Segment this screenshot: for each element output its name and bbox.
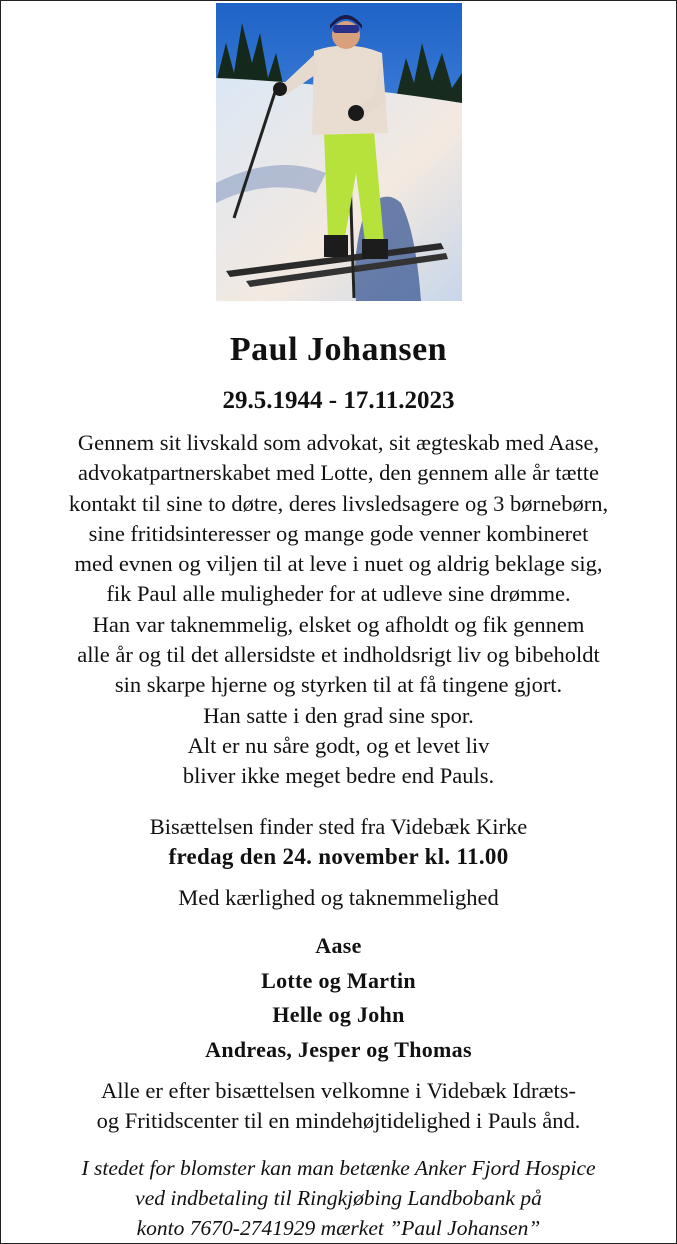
- ceremony-info: [1, 812, 676, 872]
- signer: Lotte og Martin: [261, 967, 416, 993]
- tribute-line: fik Paul alle muligheder for at udleve sine drømme.: [106, 581, 571, 607]
- ceremony-time: fredag den 24. november kl. 11.00: [168, 844, 509, 869]
- tribute-text: [1, 428, 676, 792]
- portrait-photo: [216, 3, 462, 301]
- deceased-name: Paul Johansen: [229, 331, 448, 368]
- tribute-line: Han var taknemmelig, elsket og afholdt og fik gennem: [92, 611, 585, 637]
- life-dates: 29.5.1944 - 17.11.2023: [222, 387, 455, 414]
- tribute-line: Han satte i den grad sine spor.: [203, 702, 474, 728]
- donation-line: konto 7670-2741929 mærket ”Paul Johansen”: [136, 1216, 541, 1240]
- tribute-line: med evnen og viljen til at leve i nuet og aldrig beklage sig,: [74, 551, 603, 577]
- signer: Aase: [315, 933, 362, 958]
- donation-note: [1, 1153, 676, 1243]
- invitation-line: og Fritidscenter til en mindehøjtidelighed i Pauls ånd.: [96, 1108, 581, 1133]
- ceremony-place: Bisættelsen finder sted fra Videbæk Kirke: [149, 814, 528, 839]
- signer: Helle og John: [272, 1002, 405, 1027]
- tribute-line: bliver ikke meget bedre end Pauls.: [182, 763, 495, 789]
- tribute-line: kontakt til sine to døtre, deres livsledsagere og 3 børnebørn,: [68, 490, 609, 516]
- signer: Andreas, Jesper og Thomas: [205, 1036, 472, 1062]
- reception-invitation: [1, 1076, 676, 1136]
- invitation-line: Alle er efter bisættelsen velkomne i Videbæk Idræts-: [100, 1078, 576, 1103]
- signers-list: [1, 929, 676, 1067]
- tribute-line: sin skarpe hjerne og styrken til at få tingene gjort.: [114, 672, 563, 698]
- tribute-line: Gennem sit livskald som advokat, sit ægteskab med Aase,: [77, 430, 600, 455]
- donation-line: I stedet for blomster kan man betænke Anker Fjord Hospice: [81, 1156, 596, 1180]
- donation-line: ved indbetaling til Ringkjøbing Landbobank på: [135, 1186, 542, 1210]
- tribute-line: Alt er nu såre godt, og et levet liv: [187, 732, 490, 758]
- tribute-line: advokatpartnerskabet med Lotte, den gennem alle år tætte: [77, 460, 600, 486]
- tribute-line: sine fritidsinteresser og mange gode venner kombineret: [88, 520, 589, 546]
- tribute-line: alle år og til det allersidste et indholdsrigt liv og bibeholdt: [77, 642, 600, 668]
- closing-phrase: Med kærlighed og taknemmelighed: [178, 885, 499, 910]
